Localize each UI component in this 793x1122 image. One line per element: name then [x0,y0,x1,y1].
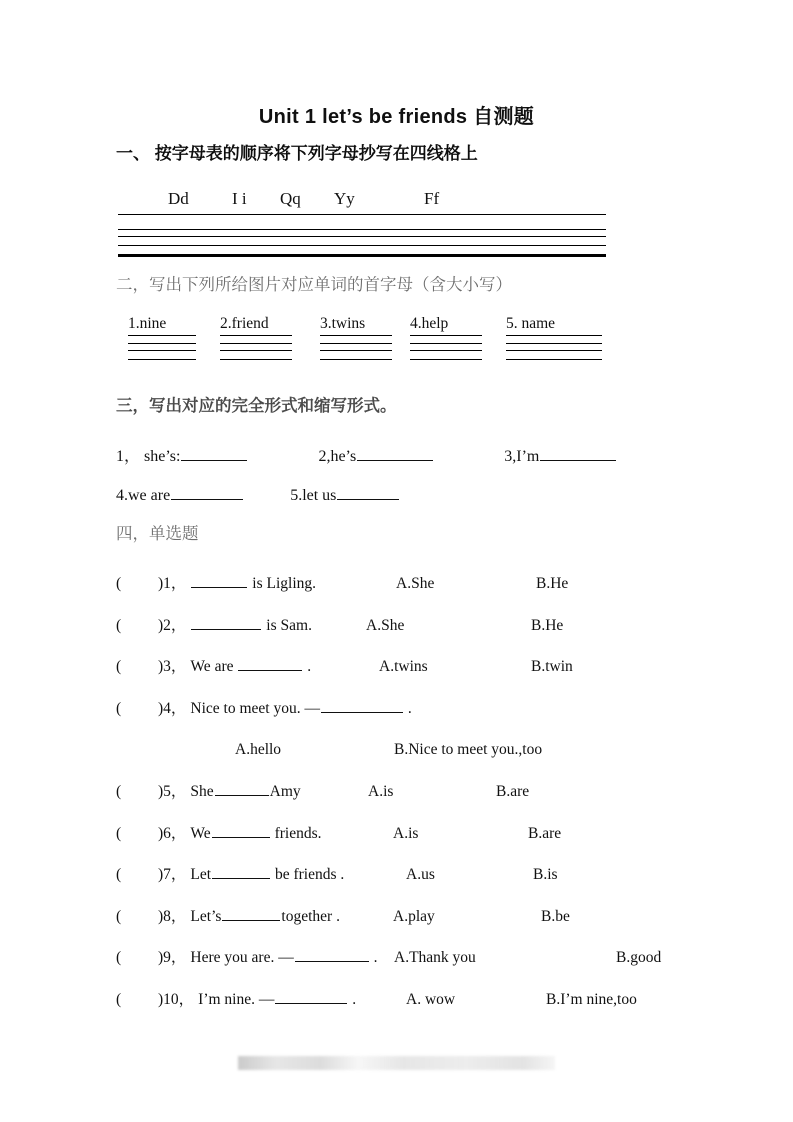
four-line-writing-grid[interactable] [118,214,606,260]
mc-question-row [116,854,716,896]
stem-after: is Ligling. [248,575,317,592]
grid-line [118,254,606,257]
option-b[interactable]: B.He [531,616,564,634]
question-blank[interactable] [275,988,347,1004]
grid-line [320,350,392,351]
letter-pair-2: I i [232,189,247,208]
mini-writing-grid[interactable] [220,335,292,363]
question-number: )7， [158,866,187,884]
fill-item-1-label: 1， she’s: [116,448,181,465]
question-number: )5， [158,782,187,800]
stem-before: Let’s [190,907,222,925]
stem-before: We are [190,658,238,676]
grid-line [320,359,392,360]
grid-line [506,343,602,344]
grid-line [220,350,292,351]
question-stem [190,854,344,896]
letter-pair-3: Qq [280,189,301,208]
answer-paren[interactable]: ( [116,866,122,884]
letter-pair-4: Yy [334,189,355,208]
stem-after: is Sam. [262,616,312,634]
mc-question-row [116,688,716,730]
question-number: )4， [158,699,187,717]
grid-line [118,214,606,215]
question-blank[interactable] [222,905,280,921]
grid-line [128,359,196,360]
fill-item-2-blank[interactable] [357,445,433,461]
word-label: 4.help [410,315,449,332]
option-b[interactable]: B.good [616,949,662,967]
option-b[interactable]: B.be [541,907,570,925]
answer-paren[interactable]: ( [116,658,122,676]
question-blank[interactable] [191,572,247,588]
grid-line [118,236,606,237]
question-number: )10， [158,990,195,1008]
word-label: 1.nine [128,315,167,332]
word-label: 5. name [506,315,556,332]
fill-item-1-blank[interactable] [181,445,247,461]
question-blank[interactable] [191,614,261,630]
stem-before: I’m nine. — [198,990,275,1008]
answer-paren[interactable]: ( [116,990,122,1008]
question-blank[interactable] [212,822,270,838]
word-label: 3.twins [320,315,366,332]
question-stem [190,646,311,688]
grid-line [410,359,482,360]
question-number: )9， [158,949,187,967]
word-item [410,314,482,363]
question-stem [190,605,312,647]
answer-paren[interactable]: ( [116,616,122,634]
grid-line [506,335,602,336]
stem-before: Let [190,866,212,884]
stem-after: friends. [270,824,322,842]
redacted-watermark-bar [238,1056,555,1070]
answer-paren[interactable]: ( [116,824,122,842]
question-blank[interactable] [238,655,302,671]
question-blank[interactable] [321,697,403,713]
option-b[interactable]: B.twin [531,658,573,676]
question-number: )1， [158,575,187,592]
answer-paren[interactable]: ( [116,782,122,800]
grid-line [410,350,482,351]
answer-paren[interactable]: ( [116,949,122,967]
option-a[interactable]: A.is [393,824,419,842]
fill-item-3-label: 3,I’m [504,448,540,465]
mini-writing-grid[interactable] [506,335,602,363]
word-item [220,314,292,363]
option-a[interactable]: A.twins [379,658,428,676]
grid-line [410,335,482,336]
grid-line [220,343,292,344]
word-items-row [128,314,628,370]
question-number: )2， [158,616,187,634]
question-blank[interactable] [215,780,269,796]
fill-item-5-blank[interactable] [337,484,399,500]
mc-options-row [116,729,716,771]
grid-line [410,343,482,344]
stem-after: . [404,699,412,717]
mc-question-row [116,563,716,605]
grid-line [118,229,606,230]
question-stem [190,771,300,813]
stem-after: . [303,658,312,676]
stem-after: Amy [269,782,301,800]
option-b[interactable]: B.is [533,866,558,884]
grid-line [220,359,292,360]
mini-writing-grid[interactable] [410,335,482,363]
word-item [506,314,602,363]
stem-before: Here you are. — [190,949,294,967]
grid-line [320,335,392,336]
option-b[interactable]: B.Nice to meet you.,too [394,741,543,759]
section-4-heading: 四，单选题 [116,524,199,543]
question-number: )3， [158,658,187,676]
mini-writing-grid[interactable] [128,335,196,363]
question-stem [190,813,321,855]
option-a[interactable]: A.Thank you [394,949,476,967]
question-stem [190,896,340,938]
stem-before: She [190,782,214,800]
stem-after: . [369,949,378,967]
mc-question-row [116,937,716,979]
option-a[interactable]: A.She [396,575,435,592]
section-3-row-1 [116,443,617,466]
fill-item-4-blank[interactable] [171,484,243,500]
grid-line [220,335,292,336]
question-number: )8， [158,907,187,925]
question-number: )6， [158,824,187,842]
answer-paren[interactable]: ( [116,575,122,592]
question-stem [190,563,316,605]
option-a[interactable]: A.us [406,866,435,884]
option-a[interactable]: A.She [366,616,405,634]
answer-paren[interactable]: ( [116,699,122,717]
grid-line [128,335,196,336]
fill-item-5-label: 5.let us [290,487,337,505]
stem-after: together . [281,907,340,925]
page-title: Unit 1 let’s be friends 自测题 [258,106,535,128]
grid-line [118,245,606,246]
grid-line [506,350,602,351]
letter-pair-5: Ff [424,189,440,208]
word-label: 2.friend [220,315,269,332]
mc-question-row [116,771,716,813]
question-stem [198,979,356,1021]
section-3-heading: 三，写出对应的完全形式和缩写形式。 [116,396,397,415]
mc-question-row [116,605,716,647]
grid-line [320,343,392,344]
question-stem [190,937,377,979]
mc-question-row [116,813,716,855]
grid-line [128,343,196,344]
option-a[interactable]: A. wow [406,990,456,1008]
option-b[interactable]: B.are [496,782,530,800]
mc-question-row [116,979,716,1021]
fill-item-2-label: 2,he’s [318,448,357,465]
question-blank[interactable] [295,947,369,963]
option-b[interactable]: B.are [528,824,562,842]
mc-question-row [116,896,716,938]
option-a[interactable]: A.is [368,782,394,800]
section-2-heading: 二，写出下列所给图片对应单词的首字母（含大小写） [116,275,512,294]
stem-before: We [190,824,211,842]
option-a[interactable]: A.hello [235,741,282,759]
option-b[interactable]: B.He [536,575,569,592]
letter-pair-1: Dd [168,189,189,208]
stem-after: . [348,990,357,1008]
question-blank[interactable] [212,863,270,879]
stem-after: be friends . [271,866,345,884]
multiple-choice-list [116,563,716,1021]
option-b[interactable]: B.I’m nine,too [546,990,637,1008]
fill-item-3-blank[interactable] [540,445,616,461]
option-a[interactable]: A.play [393,907,435,925]
mc-question-row [116,646,716,688]
mini-writing-grid[interactable] [320,335,392,363]
word-item [320,314,392,363]
grid-line [506,359,602,360]
question-stem [190,688,411,730]
word-item [128,314,196,363]
answer-paren[interactable]: ( [116,907,122,925]
fill-item-4-label: 4.we are [116,487,171,505]
section-1-heading: 一、 按字母表的顺序将下列字母抄写在四线格上 [116,144,478,163]
grid-line [128,350,196,351]
letters-row [168,189,608,209]
section-3-row-2 [116,484,400,505]
stem-before: Nice to meet you. — [190,699,320,717]
